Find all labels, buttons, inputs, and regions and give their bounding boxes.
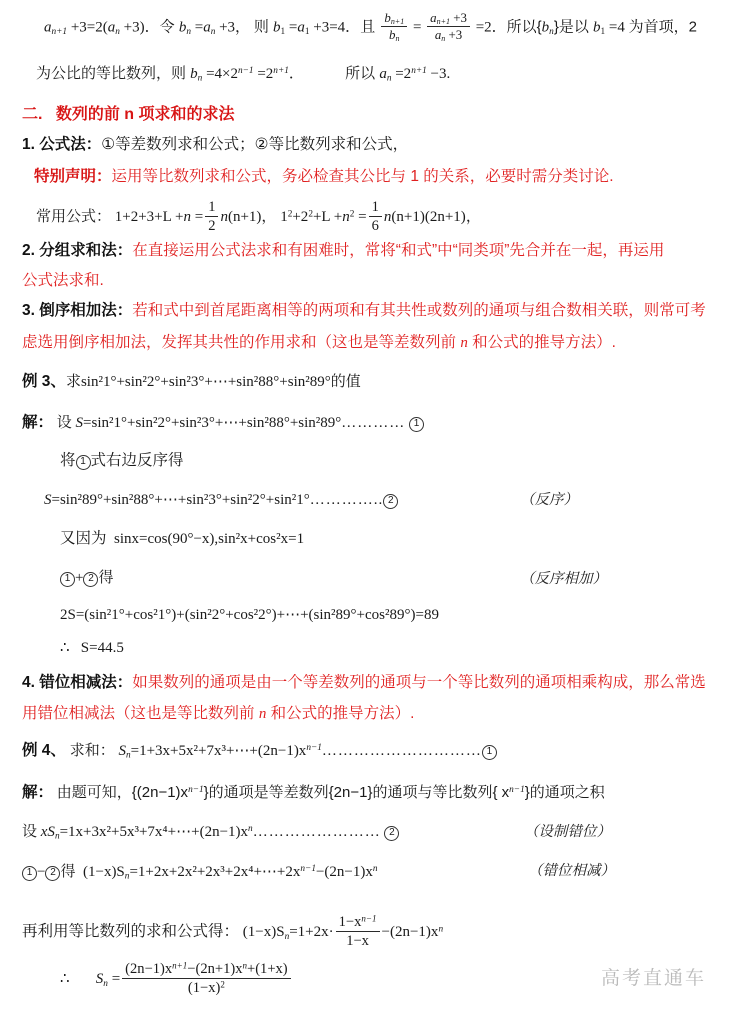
therefore-symbol-2: ∴ xyxy=(60,971,70,988)
example4-sub-minus: − xyxy=(37,864,46,880)
method-1-colon: ： xyxy=(85,136,102,153)
therefore-symbol: ∴ xyxy=(60,640,70,656)
example3-reverse-prefix: 将 xyxy=(60,452,76,469)
method-1-body: ①等差数列求和公式；②等比数列求和公式， xyxy=(101,136,409,153)
common-formula-2a: 1 xyxy=(280,209,288,226)
example4-eq4: 再利用等比数列的求和公式得： $(1-x)S_n=1+2x\cdot$ $\frac{1-x^{n-1}}{1-x}$ $-(2n-1)x^n$ xyxy=(22,913,444,950)
method-3-body-1: 若和式中到首尾距离相等的两项和有其共性或数列的通项与组合数相关联，则常可考 xyxy=(132,302,706,319)
section-number: 二. xyxy=(22,106,43,123)
example4-eq3-exp: n−1 xyxy=(300,864,316,875)
example4-eq1-lhs: S xyxy=(118,743,126,759)
example4-final-den-a: (1−x) xyxy=(187,980,221,997)
example4-solve-c: }的通项之积 xyxy=(524,784,605,801)
example4-solve-b: }的通项是等差数列{2n−1}的通项与等比数列{ x xyxy=(203,784,510,801)
method-3-line-1 xyxy=(22,303,706,319)
special-note-colon: ： xyxy=(96,168,112,185)
carryover-line-2: 为公比的等比数列，则 $b_n =4\times 2^{n-1} =2^{n+1}$． 所以 $a_n =2^{n+1} -3$. xyxy=(36,65,451,84)
example3-solve-line-1 xyxy=(22,415,424,432)
example4-eq3-tail: −(2n−1)x xyxy=(315,864,373,880)
method-4-name: 错位相减法 xyxy=(39,674,117,691)
example3-reverse-line xyxy=(60,453,184,470)
example3-result: S=44.5 xyxy=(80,640,124,656)
example3-because-text: 又因为 xyxy=(60,530,107,547)
method-3-body-2a: 虑选用倒序相加法，发挥其共性的作用求和（这也是等差数列前 xyxy=(22,334,461,351)
example4-eq2-rhs: =1x+3x²+5x³+7x⁴+⋯+(2n−1)x xyxy=(59,824,249,840)
frac-1-num: 1 xyxy=(205,199,218,217)
carryover-line-1: $a_{n+1} +3=2(a_n +3)$．令 $b_n =a_n +3$， 则 $b_1 =a_1 +3=4$．且 $\frac{b_{n+1}}{b_n}$ = $\frac{a_{n+1} +3}{a_n +3}$ =2．所以$\{b_n\}$是以 $b_1 =4$ 为首项，2 xyxy=(44,10,697,44)
example4-eq3-lhs: (1−x)S xyxy=(82,864,125,880)
example3-eq1-dots: ………… xyxy=(341,415,406,431)
example4-final-num-b: −(2n+1)x xyxy=(187,960,243,977)
example4-eq4-rhs-b: −(2n−1)x xyxy=(381,924,439,941)
method-3-body-2b: 和公式的推导方法）. xyxy=(467,334,616,351)
example3-eq1-lhs: S xyxy=(75,415,84,431)
common-formula-2b: +2 xyxy=(292,209,309,226)
method-3-index: 3. xyxy=(22,302,35,319)
method-3-name: 倒序相加法 xyxy=(39,302,117,319)
example4-eq4-num-exp: n−1 xyxy=(361,913,377,924)
method-2-line-2: 公式法求和. xyxy=(22,272,104,289)
example3-eq2-dots: ………….. xyxy=(309,492,384,508)
example3-eq1-rhs: =sin²1°+sin²2°+sin²3°+⋯+sin²88°+sin²89° xyxy=(83,415,342,431)
method-2-body-1: 在直接运用公式法求和有困难时，常将“和式”中“同类项”先合并在一起，再运用 xyxy=(132,242,665,259)
common-formula-1-lead: 1+2+3+L + xyxy=(114,209,184,226)
example3-prompt xyxy=(22,374,361,390)
example3-eq2-lhs: S xyxy=(44,492,52,508)
tag-circle-1d: 1 xyxy=(482,745,497,760)
method-4-colon: ： xyxy=(116,674,133,691)
method-1-name: 公式法 xyxy=(39,136,86,153)
frac-2-num: 1 xyxy=(369,199,382,217)
example4-sub-de: 得 xyxy=(60,863,76,880)
example3-identity: sinx=cos(90°−x),sin²x+cos²x=1 xyxy=(114,531,305,547)
example4-final-num-a: (2n−1)x xyxy=(125,960,173,977)
section-title: 数列的前 n 项求和的求法 xyxy=(55,106,235,123)
example3-prompt-lead: 求 xyxy=(65,373,81,390)
method-2-colon: ： xyxy=(116,242,133,259)
example4-prompt: 例 4、 求和： $S_n=1+3x+5x^2+7x^3+\cdots+(2n-1)x^{n-1}\dots\dots\dots\dots\dots\dots\dots\dots\dots\dots$ 1 xyxy=(22,743,497,760)
frac-1-den: 2 xyxy=(208,218,216,235)
common-formula-2c: +L + xyxy=(312,209,343,226)
example4-solve-a: 由题可知，{(2n−1)x xyxy=(56,784,189,801)
example4-eq2: 设 $xS_n=1x+3x^2+5x^3+7x^4+\cdots+(2n-1)x^n\dots\dots\dots\dots\dots\dots\dots\dots$ 2 xyxy=(22,824,399,841)
common-formula-2-tail: (n+1)(2n+1) xyxy=(391,209,466,226)
example4-note-subtract: （错位相减） xyxy=(528,863,615,879)
example3-note-reverse-add: （反序相加） xyxy=(520,571,607,587)
example4-eq1-dots: ………………………… xyxy=(321,743,482,759)
example4-final: ∴ $S_n$ = $\frac{(2n-1)x^{n+1}-(2n+1)x^n+(1+x)}{(1-x)^2}$ xyxy=(60,962,293,998)
tag-circle-1c: 1 xyxy=(60,572,75,587)
example4-set-word: 设 xyxy=(22,823,38,840)
example4-eq3-exp2: n xyxy=(372,864,378,875)
example4-final-num-exp1: n+1 xyxy=(172,960,188,971)
tag-circle-2c: 2 xyxy=(384,826,399,841)
tag-circle-2d: 2 xyxy=(45,866,60,881)
common-formula-end: ， xyxy=(465,208,481,226)
example4-eq3: 1 − 2 得 $(1-x)S_n=1+2x+2x^2+2x^3+2x^4+\cdots+2x^{n-1}-(2n-1)x^n$ xyxy=(22,864,378,881)
example3-eq3: 2S=(sin²1°+cos²1°)+(sin²2°+cos²2°)+⋯+(sin²89°+cos²89°)=89 xyxy=(60,607,439,623)
example3-set-word: 设 xyxy=(56,414,72,431)
common-formula-line: 常用公式： 1+2+3+L +n = $\frac{1}{2}$ n(n+1)， $1^2+2^2+L +n^2$ = $\frac{1}{6}$ n(n+1)(2n+1)， xyxy=(36,198,481,235)
frac-2-den: 6 xyxy=(371,218,379,235)
example4-eq3-rhs: =1+2x+2x²+2x³+2x⁴+⋯+2x xyxy=(129,864,301,880)
example3-terms: sin²1°+sin²2°+sin²3°+⋯+sin²88°+sin²89° xyxy=(80,374,331,390)
example4-eq1-rhs: =1+3x+5x²+7x³+⋯+(2n−1)x xyxy=(130,743,307,759)
example4-eq4-den: 1−x xyxy=(346,933,369,950)
example3-label: 例 3、 xyxy=(22,373,66,390)
example4-eq1-exp: n−1 xyxy=(306,743,322,754)
special-note xyxy=(34,169,614,185)
example3-add-de: 得 xyxy=(98,569,114,586)
method-4-body-1: 如果数列的通项是由一个等差数列的通项与一个等比数列的通项相乘构成，那么常选 xyxy=(132,674,706,691)
method-3-colon: ： xyxy=(116,302,133,319)
method-4-line-1 xyxy=(22,675,706,691)
special-note-text: 运用等比数列求和公式，务必检查其公比与 1 的关系，必要时需分类讨论. xyxy=(111,168,614,185)
example4-solve-line xyxy=(22,785,605,801)
method-2-line-1 xyxy=(22,243,664,259)
example3-solve-label: 解： xyxy=(22,414,54,431)
example4-eq2-exp: n xyxy=(248,824,253,835)
example3-result-line xyxy=(60,641,124,656)
tag-circle-1: 1 xyxy=(409,417,424,432)
special-note-label: 特别声明 xyxy=(34,168,97,185)
example4-eq2-lhs: xS xyxy=(40,824,55,840)
common-formula-comma: ， xyxy=(261,208,277,226)
tag-circle-2b: 2 xyxy=(83,572,98,587)
example4-ask: 求和： xyxy=(69,742,115,759)
example4-final-num-c: +(1+x) xyxy=(247,960,288,977)
example3-add-line xyxy=(60,570,113,587)
example4-eq4-rhs-a: =1+2x· xyxy=(289,924,334,941)
example4-final-lhs: S xyxy=(95,971,104,988)
tag-circle-2: 2 xyxy=(383,494,398,509)
example3-reverse-text: 式右边反序得 xyxy=(90,452,184,469)
example4-solve-exp1: n−1 xyxy=(188,785,204,796)
example3-because-line xyxy=(60,531,304,547)
example4-eq4-exp: n xyxy=(438,924,444,935)
method-2-index: 2. xyxy=(22,242,35,259)
tag-circle-1e: 1 xyxy=(22,866,37,881)
example4-eq4-lhs: (1−x)S xyxy=(242,924,285,941)
method-4-body-2a: 用错位相减法（这也是等比数列前 xyxy=(22,705,259,722)
example3-note-reverse: （反序） xyxy=(520,492,578,508)
example3-eq2-rhs: =sin²89°+sin²88°+⋯+sin²3°+sin²2°+sin²1° xyxy=(51,492,310,508)
example4-final-num-exp2: n xyxy=(242,960,247,971)
example4-solve-exp2: n−1 xyxy=(509,785,525,796)
method-4-body-2b: 和公式的推导方法）. xyxy=(266,705,415,722)
method-2-name: 分组求和法 xyxy=(39,242,117,259)
example3-eq2 xyxy=(44,493,398,509)
method-1 xyxy=(22,137,408,153)
example4-final-den-exp: 2 xyxy=(220,979,225,990)
common-formula-label: 常用公式： xyxy=(36,208,112,226)
example3-prompt-tail: 的值 xyxy=(330,373,361,390)
example4-eq4-num-a: 1−x xyxy=(338,913,362,930)
common-formula-1-tail: (n+1) xyxy=(227,209,262,226)
tag-circle-1b: 1 xyxy=(76,455,91,470)
example4-label: 例 4、 xyxy=(22,742,66,759)
method-3-line-2: 虑选用倒序相加法，发挥其共性的作用求和（这也是等差数列前 n 和公式的推导方法）. xyxy=(22,334,616,351)
watermark: 高考直通车 xyxy=(601,968,707,989)
section-heading xyxy=(22,107,234,123)
method-4-index: 4. xyxy=(22,674,35,691)
example3-add-plus: + xyxy=(75,570,84,586)
method-1-index: 1. xyxy=(22,136,35,153)
method-4-line-2: 用错位相减法（这也是等比数列前 n 和公式的推导方法）. xyxy=(22,705,415,722)
example4-geo-text: 再利用等比数列的求和公式得： xyxy=(22,923,240,941)
example4-solve-label: 解： xyxy=(22,784,54,801)
example4-eq2-dots: …………………… xyxy=(252,824,381,840)
example4-note-setup: （设制错位） xyxy=(524,824,611,840)
